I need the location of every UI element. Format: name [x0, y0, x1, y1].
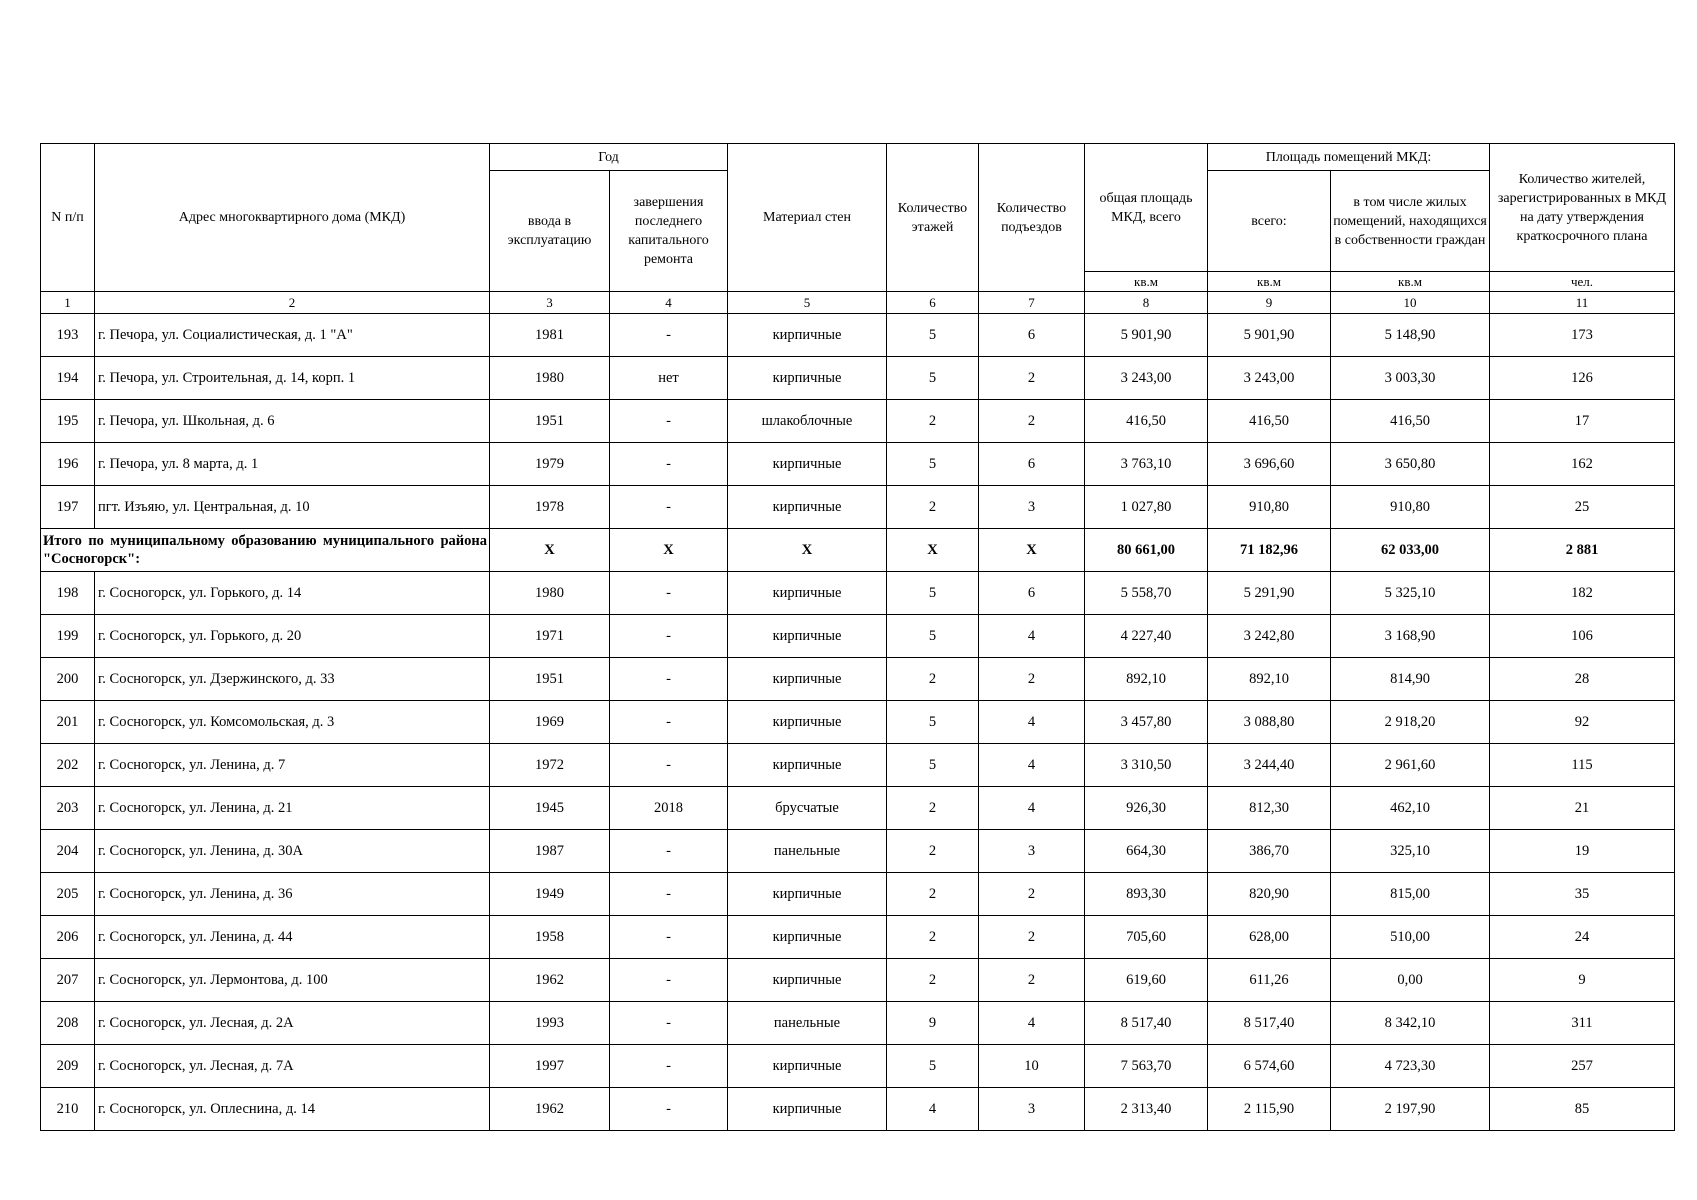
row-premises-residential: 416,50 — [1331, 400, 1490, 443]
row-number: 201 — [41, 701, 95, 744]
row-entrances: 4 — [979, 744, 1085, 787]
row-residents: 9 — [1490, 959, 1675, 1002]
row-entrances: 2 — [979, 400, 1085, 443]
row-wall-material: кирпичные — [728, 916, 887, 959]
row-address: г. Сосногорск, ул. Лесная, д. 2А — [95, 1002, 490, 1045]
row-premises-total: 5 291,90 — [1208, 572, 1331, 615]
row-year-commissioning: 1971 — [490, 615, 610, 658]
header-entrances: Количество подъездов — [979, 144, 1085, 292]
row-floors: 2 — [887, 916, 979, 959]
row-residents: 17 — [1490, 400, 1675, 443]
row-address: г. Сосногорск, ул. Ленина, д. 21 — [95, 787, 490, 830]
row-year-repair: - — [610, 959, 728, 1002]
row-year-commissioning: 1949 — [490, 873, 610, 916]
column-number: 5 — [728, 292, 887, 314]
row-wall-material: кирпичные — [728, 873, 887, 916]
row-year-repair: - — [610, 572, 728, 615]
row-total-area: 926,30 — [1085, 787, 1208, 830]
row-year-repair: - — [610, 701, 728, 744]
row-premises-residential: 2 197,90 — [1331, 1088, 1490, 1131]
table-row — [41, 787, 1675, 830]
row-total-area: 5 901,90 — [1085, 314, 1208, 357]
row-premises-residential: 4 723,30 — [1331, 1045, 1490, 1088]
table-header — [41, 144, 1675, 314]
row-year-repair: - — [610, 744, 728, 787]
table-row — [41, 572, 1675, 615]
row-residents: 35 — [1490, 873, 1675, 916]
row-premises-total: 3 696,60 — [1208, 443, 1331, 486]
row-total-area: 893,30 — [1085, 873, 1208, 916]
row-total-area: 3 763,10 — [1085, 443, 1208, 486]
row-address: г. Сосногорск, ул. Комсомольская, д. 3 — [95, 701, 490, 744]
row-residents: 162 — [1490, 443, 1675, 486]
row-entrances: 3 — [979, 830, 1085, 873]
row-total-area: 664,30 — [1085, 830, 1208, 873]
row-year-repair: - — [610, 830, 728, 873]
row-address: г. Сосногорск, ул. Лесная, д. 7А — [95, 1045, 490, 1088]
unit-premises-residential: кв.м — [1331, 272, 1490, 292]
row-floors: 2 — [887, 400, 979, 443]
row-total-area: 2 313,40 — [1085, 1088, 1208, 1131]
table-body — [41, 314, 1675, 1131]
table-row — [41, 658, 1675, 701]
row-year-commissioning: 1969 — [490, 701, 610, 744]
total-floors: X — [887, 529, 979, 572]
row-premises-total: 8 517,40 — [1208, 1002, 1331, 1045]
row-premises-total: 2 115,90 — [1208, 1088, 1331, 1131]
row-number: 198 — [41, 572, 95, 615]
header-n: N п/п — [41, 144, 95, 292]
row-wall-material: кирпичные — [728, 572, 887, 615]
row-address: г. Сосногорск, ул. Ленина, д. 30А — [95, 830, 490, 873]
column-number: 4 — [610, 292, 728, 314]
row-total-area: 8 517,40 — [1085, 1002, 1208, 1045]
row-premises-residential: 3 003,30 — [1331, 357, 1490, 400]
row-year-repair: нет — [610, 357, 728, 400]
row-residents: 106 — [1490, 615, 1675, 658]
unit-premises-total: кв.м — [1208, 272, 1331, 292]
header-total-area: общая площадь МКД, всего — [1085, 144, 1208, 272]
row-year-commissioning: 1951 — [490, 658, 610, 701]
row-premises-total: 812,30 — [1208, 787, 1331, 830]
row-number: 209 — [41, 1045, 95, 1088]
row-floors: 2 — [887, 787, 979, 830]
header-address: Адрес многоквартирного дома (МКД) — [95, 144, 490, 292]
row-premises-total: 6 574,60 — [1208, 1045, 1331, 1088]
row-wall-material: кирпичные — [728, 744, 887, 787]
row-floors: 2 — [887, 873, 979, 916]
row-year-commissioning: 1951 — [490, 400, 610, 443]
row-entrances: 6 — [979, 443, 1085, 486]
column-number: 3 — [490, 292, 610, 314]
row-year-repair: - — [610, 1045, 728, 1088]
row-address: г. Сосногорск, ул. Дзержинского, д. 33 — [95, 658, 490, 701]
column-number: 7 — [979, 292, 1085, 314]
row-total-area: 4 227,40 — [1085, 615, 1208, 658]
row-residents: 25 — [1490, 486, 1675, 529]
row-entrances: 4 — [979, 701, 1085, 744]
column-numbers-row — [41, 292, 1675, 314]
table-row — [41, 830, 1675, 873]
total-label: Итого по муниципальному образованию муниципального района "Сосногорск": — [41, 529, 490, 572]
row-total-area: 416,50 — [1085, 400, 1208, 443]
row-premises-total: 416,50 — [1208, 400, 1331, 443]
header-floors: Количество этажей — [887, 144, 979, 292]
unit-residents: чел. — [1490, 272, 1675, 292]
column-number: 10 — [1331, 292, 1490, 314]
row-number: 196 — [41, 443, 95, 486]
row-address: г. Сосногорск, ул. Ленина, д. 7 — [95, 744, 490, 787]
row-premises-total: 611,26 — [1208, 959, 1331, 1002]
table-row — [41, 615, 1675, 658]
column-number: 8 — [1085, 292, 1208, 314]
row-year-commissioning: 1997 — [490, 1045, 610, 1088]
row-address: г. Печора, ул. Школьная, д. 6 — [95, 400, 490, 443]
row-entrances: 2 — [979, 658, 1085, 701]
row-year-commissioning: 1972 — [490, 744, 610, 787]
column-number: 6 — [887, 292, 979, 314]
total-residents: 2 881 — [1490, 529, 1675, 572]
row-residents: 115 — [1490, 744, 1675, 787]
row-number: 207 — [41, 959, 95, 1002]
row-year-repair: - — [610, 1088, 728, 1131]
header-premises-residential: в том числе жилых помещений, находящихся в собственности граждан — [1331, 171, 1490, 272]
row-total-area: 3 243,00 — [1085, 357, 1208, 400]
row-year-repair: - — [610, 873, 728, 916]
table-row — [41, 443, 1675, 486]
row-year-commissioning: 1945 — [490, 787, 610, 830]
row-year-repair: 2018 — [610, 787, 728, 830]
row-floors: 5 — [887, 1045, 979, 1088]
table-row — [41, 1045, 1675, 1088]
header-residents: Количество жителей, зарегистрированных в МКД на дату утверждения краткосрочного плана — [1490, 144, 1675, 272]
row-premises-residential: 910,80 — [1331, 486, 1490, 529]
row-residents: 19 — [1490, 830, 1675, 873]
row-address: пгт. Изъяю, ул. Центральная, д. 10 — [95, 486, 490, 529]
row-entrances: 4 — [979, 787, 1085, 830]
row-floors: 2 — [887, 486, 979, 529]
row-residents: 28 — [1490, 658, 1675, 701]
total-wall-material: X — [728, 529, 887, 572]
column-number: 11 — [1490, 292, 1675, 314]
table-row — [41, 959, 1675, 1002]
row-premises-residential: 462,10 — [1331, 787, 1490, 830]
row-total-area: 3 457,80 — [1085, 701, 1208, 744]
table-row — [41, 486, 1675, 529]
row-year-commissioning: 1978 — [490, 486, 610, 529]
row-premises-total: 910,80 — [1208, 486, 1331, 529]
housing-table — [40, 143, 1675, 1131]
row-premises-residential: 5 148,90 — [1331, 314, 1490, 357]
row-address: г. Сосногорск, ул. Оплеснина, д. 14 — [95, 1088, 490, 1131]
row-entrances: 4 — [979, 615, 1085, 658]
row-wall-material: кирпичные — [728, 314, 887, 357]
row-year-commissioning: 1962 — [490, 1088, 610, 1131]
row-premises-residential: 8 342,10 — [1331, 1002, 1490, 1045]
row-address: г. Сосногорск, ул. Ленина, д. 36 — [95, 873, 490, 916]
table-row — [41, 357, 1675, 400]
table-row — [41, 1002, 1675, 1045]
row-number: 208 — [41, 1002, 95, 1045]
row-year-commissioning: 1962 — [490, 959, 610, 1002]
row-wall-material: кирпичные — [728, 658, 887, 701]
row-premises-residential: 814,90 — [1331, 658, 1490, 701]
row-number: 203 — [41, 787, 95, 830]
header-year-last-repair: завершения последнего капитального ремонта — [610, 171, 728, 292]
row-premises-total: 5 901,90 — [1208, 314, 1331, 357]
table-row — [41, 1088, 1675, 1131]
row-floors: 9 — [887, 1002, 979, 1045]
row-wall-material: брусчатые — [728, 787, 887, 830]
row-residents: 21 — [1490, 787, 1675, 830]
row-premises-residential: 815,00 — [1331, 873, 1490, 916]
row-entrances: 2 — [979, 916, 1085, 959]
row-premises-residential: 2 961,60 — [1331, 744, 1490, 787]
row-address: г. Печора, ул. 8 марта, д. 1 — [95, 443, 490, 486]
row-year-repair: - — [610, 400, 728, 443]
row-total-area: 7 563,70 — [1085, 1045, 1208, 1088]
row-year-repair: - — [610, 314, 728, 357]
row-wall-material: кирпичные — [728, 1045, 887, 1088]
table-row — [41, 916, 1675, 959]
row-total-area: 5 558,70 — [1085, 572, 1208, 615]
row-entrances: 2 — [979, 959, 1085, 1002]
column-number: 1 — [41, 292, 95, 314]
row-number: 197 — [41, 486, 95, 529]
row-entrances: 3 — [979, 486, 1085, 529]
row-residents: 311 — [1490, 1002, 1675, 1045]
row-premises-total: 628,00 — [1208, 916, 1331, 959]
row-premises-total: 3 243,00 — [1208, 357, 1331, 400]
row-wall-material: кирпичные — [728, 615, 887, 658]
row-premises-residential: 3 650,80 — [1331, 443, 1490, 486]
row-year-repair: - — [610, 443, 728, 486]
row-floors: 5 — [887, 357, 979, 400]
row-entrances: 3 — [979, 1088, 1085, 1131]
row-entrances: 2 — [979, 357, 1085, 400]
row-premises-residential: 0,00 — [1331, 959, 1490, 1002]
row-total-area: 705,60 — [1085, 916, 1208, 959]
total-premises-residential: 62 033,00 — [1331, 529, 1490, 572]
row-year-repair: - — [610, 658, 728, 701]
row-premises-residential: 325,10 — [1331, 830, 1490, 873]
row-number: 206 — [41, 916, 95, 959]
row-year-repair: - — [610, 615, 728, 658]
row-wall-material: шлакоблочные — [728, 400, 887, 443]
row-year-commissioning: 1993 — [490, 1002, 610, 1045]
row-premises-residential: 5 325,10 — [1331, 572, 1490, 615]
total-year-repair: X — [610, 529, 728, 572]
row-floors: 5 — [887, 701, 979, 744]
row-number: 204 — [41, 830, 95, 873]
table-row — [41, 314, 1675, 357]
row-wall-material: кирпичные — [728, 443, 887, 486]
header-year: Год — [490, 144, 728, 171]
row-entrances: 6 — [979, 572, 1085, 615]
table-row — [41, 744, 1675, 787]
row-premises-total: 386,70 — [1208, 830, 1331, 873]
row-wall-material: кирпичные — [728, 357, 887, 400]
row-year-commissioning: 1979 — [490, 443, 610, 486]
row-entrances: 2 — [979, 873, 1085, 916]
row-total-area: 3 310,50 — [1085, 744, 1208, 787]
total-premises-total: 71 182,96 — [1208, 529, 1331, 572]
row-premises-total: 3 088,80 — [1208, 701, 1331, 744]
row-wall-material: панельные — [728, 1002, 887, 1045]
header-wall-material: Материал стен — [728, 144, 887, 292]
row-residents: 85 — [1490, 1088, 1675, 1131]
row-premises-total: 892,10 — [1208, 658, 1331, 701]
row-floors: 2 — [887, 830, 979, 873]
row-address: г. Сосногорск, ул. Ленина, д. 44 — [95, 916, 490, 959]
row-total-area: 619,60 — [1085, 959, 1208, 1002]
row-premises-total: 820,90 — [1208, 873, 1331, 916]
row-address: г. Печора, ул. Строительная, д. 14, корп. 1 — [95, 357, 490, 400]
table-row — [41, 400, 1675, 443]
row-total-area: 1 027,80 — [1085, 486, 1208, 529]
row-number: 205 — [41, 873, 95, 916]
total-row — [41, 529, 1675, 572]
row-floors: 5 — [887, 615, 979, 658]
row-wall-material: кирпичные — [728, 1088, 887, 1131]
row-entrances: 4 — [979, 1002, 1085, 1045]
row-year-commissioning: 1987 — [490, 830, 610, 873]
row-residents: 92 — [1490, 701, 1675, 744]
row-year-commissioning: 1980 — [490, 572, 610, 615]
column-number: 2 — [95, 292, 490, 314]
unit-total-area: кв.м — [1085, 272, 1208, 292]
table-row — [41, 701, 1675, 744]
row-floors: 5 — [887, 572, 979, 615]
row-number: 200 — [41, 658, 95, 701]
row-residents: 173 — [1490, 314, 1675, 357]
row-year-commissioning: 1981 — [490, 314, 610, 357]
header-premises-total: всего: — [1208, 171, 1331, 272]
row-number: 195 — [41, 400, 95, 443]
header-year-commissioning: ввода в эксплуатацию — [490, 171, 610, 292]
row-floors: 5 — [887, 314, 979, 357]
row-number: 193 — [41, 314, 95, 357]
row-wall-material: кирпичные — [728, 701, 887, 744]
row-premises-total: 3 244,40 — [1208, 744, 1331, 787]
row-number: 202 — [41, 744, 95, 787]
row-residents: 24 — [1490, 916, 1675, 959]
row-floors: 5 — [887, 443, 979, 486]
row-premises-residential: 3 168,90 — [1331, 615, 1490, 658]
total-entrances: X — [979, 529, 1085, 572]
row-premises-total: 3 242,80 — [1208, 615, 1331, 658]
row-floors: 2 — [887, 959, 979, 1002]
row-address: г. Сосногорск, ул. Горького, д. 14 — [95, 572, 490, 615]
row-address: г. Печора, ул. Социалистическая, д. 1 "А" — [95, 314, 490, 357]
row-year-repair: - — [610, 486, 728, 529]
total-area: 80 661,00 — [1085, 529, 1208, 572]
row-premises-residential: 2 918,20 — [1331, 701, 1490, 744]
row-wall-material: кирпичные — [728, 959, 887, 1002]
row-floors: 4 — [887, 1088, 979, 1131]
row-floors: 2 — [887, 658, 979, 701]
row-address: г. Сосногорск, ул. Лермонтова, д. 100 — [95, 959, 490, 1002]
row-address: г. Сосногорск, ул. Горького, д. 20 — [95, 615, 490, 658]
row-wall-material: панельные — [728, 830, 887, 873]
table-row — [41, 873, 1675, 916]
row-year-repair: - — [610, 916, 728, 959]
row-year-repair: - — [610, 1002, 728, 1045]
row-residents: 182 — [1490, 572, 1675, 615]
header-premises-area: Площадь помещений МКД: — [1208, 144, 1490, 171]
row-entrances: 10 — [979, 1045, 1085, 1088]
row-floors: 5 — [887, 744, 979, 787]
row-year-commissioning: 1980 — [490, 357, 610, 400]
row-number: 194 — [41, 357, 95, 400]
row-number: 199 — [41, 615, 95, 658]
total-year-commissioning: X — [490, 529, 610, 572]
row-residents: 126 — [1490, 357, 1675, 400]
row-entrances: 6 — [979, 314, 1085, 357]
row-year-commissioning: 1958 — [490, 916, 610, 959]
row-residents: 257 — [1490, 1045, 1675, 1088]
row-number: 210 — [41, 1088, 95, 1131]
column-number: 9 — [1208, 292, 1331, 314]
row-wall-material: кирпичные — [728, 486, 887, 529]
row-premises-residential: 510,00 — [1331, 916, 1490, 959]
row-total-area: 892,10 — [1085, 658, 1208, 701]
